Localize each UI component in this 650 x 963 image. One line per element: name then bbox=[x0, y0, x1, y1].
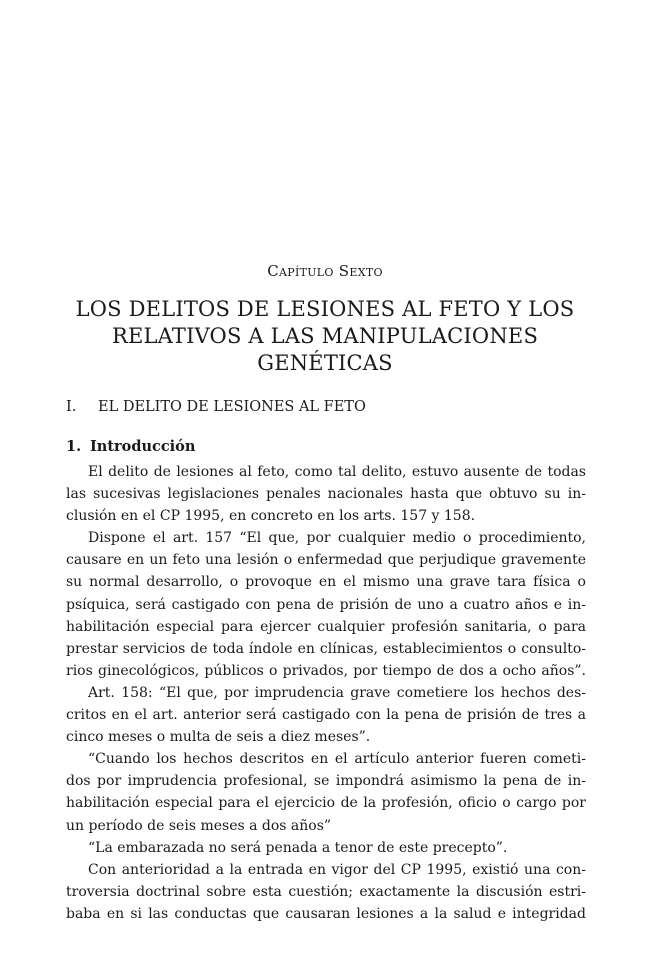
text-line: Dispone el art. 157 “El que, por cualquier medio o procedimiento, bbox=[88, 530, 586, 547]
text-line: dos por imprudencia profesional, se impondrá asimismo la pena de in- bbox=[66, 773, 586, 790]
section-heading bbox=[66, 399, 366, 415]
text-line: “La embarazada no será penada a tenor de este precepto”. bbox=[88, 839, 508, 856]
chapter-title-line: GENÉTICAS bbox=[257, 351, 393, 375]
text-line: rios ginecológicos, públicos o privados, por tiempo de dos a ocho años”. bbox=[66, 662, 586, 679]
text-line: habilitación especial para ejercer cualquier profesión sanitaria, o para bbox=[66, 618, 586, 635]
section-number: I. bbox=[66, 399, 77, 415]
text-line: “Cuando los hechos descritos en el artículo anterior fueren cometi- bbox=[88, 751, 586, 768]
text-line: baba en si las conductas que causaran lesiones a la salud e integridad bbox=[66, 905, 586, 922]
text-line: Art. 158: “El que, por imprudencia grave cometiere los hechos des- bbox=[88, 684, 586, 701]
text-line: las sucesivas legislaciones penales nacionales hasta que obtuvo su in- bbox=[66, 486, 586, 503]
text-line: Con anterioridad a la entrada en vigor del CP 1995, existió una con- bbox=[88, 861, 586, 878]
section-title: EL DELITO DE LESIONES AL FETO bbox=[98, 399, 366, 415]
chapter-label: Capítulo Sexto bbox=[267, 262, 383, 280]
subsection-heading bbox=[66, 438, 195, 455]
chapter-title-line: LOS DELITOS DE LESIONES AL FETO Y LOS bbox=[75, 297, 575, 321]
text-line: cinco meses o multa de seis a diez meses”. bbox=[66, 729, 371, 746]
text-line: clusión en el CP 1995, en concreto en los arts. 157 y 158. bbox=[66, 508, 476, 525]
body-text bbox=[66, 461, 586, 925]
text-line: troversia doctrinal sobre esta cuestión; exactamente la discusión estri- bbox=[66, 883, 586, 900]
subsection-title: Introducción bbox=[90, 438, 196, 455]
text-line: su normal desarrollo, o provoque en el mismo una grave tara física o bbox=[66, 574, 586, 591]
text-line: psíquica, será castigado con pena de prisión de uno a cuatro años e in- bbox=[66, 596, 586, 613]
chapter-title-line: RELATIVOS A LAS MANIPULACIONES bbox=[111, 324, 539, 348]
subsection-number: 1. bbox=[66, 438, 82, 455]
text-line: habilitación especial para el ejercicio de la profesión, oficio o cargo por bbox=[66, 795, 586, 812]
text-line: causare en un feto una lesión o enfermedad que perjudique gravemente bbox=[66, 552, 586, 569]
chapter-title bbox=[70, 296, 580, 377]
text-line: un período de seis meses a dos años” bbox=[66, 817, 332, 834]
text-line: critos en el art. anterior será castigado con la pena de prisión de tres a bbox=[66, 707, 586, 724]
text-line: prestar servicios de toda índole en clínicas, establecimientos o consulto- bbox=[66, 640, 586, 657]
text-line: El delito de lesiones al feto, como tal delito, estuvo ausente de todas bbox=[88, 464, 586, 480]
